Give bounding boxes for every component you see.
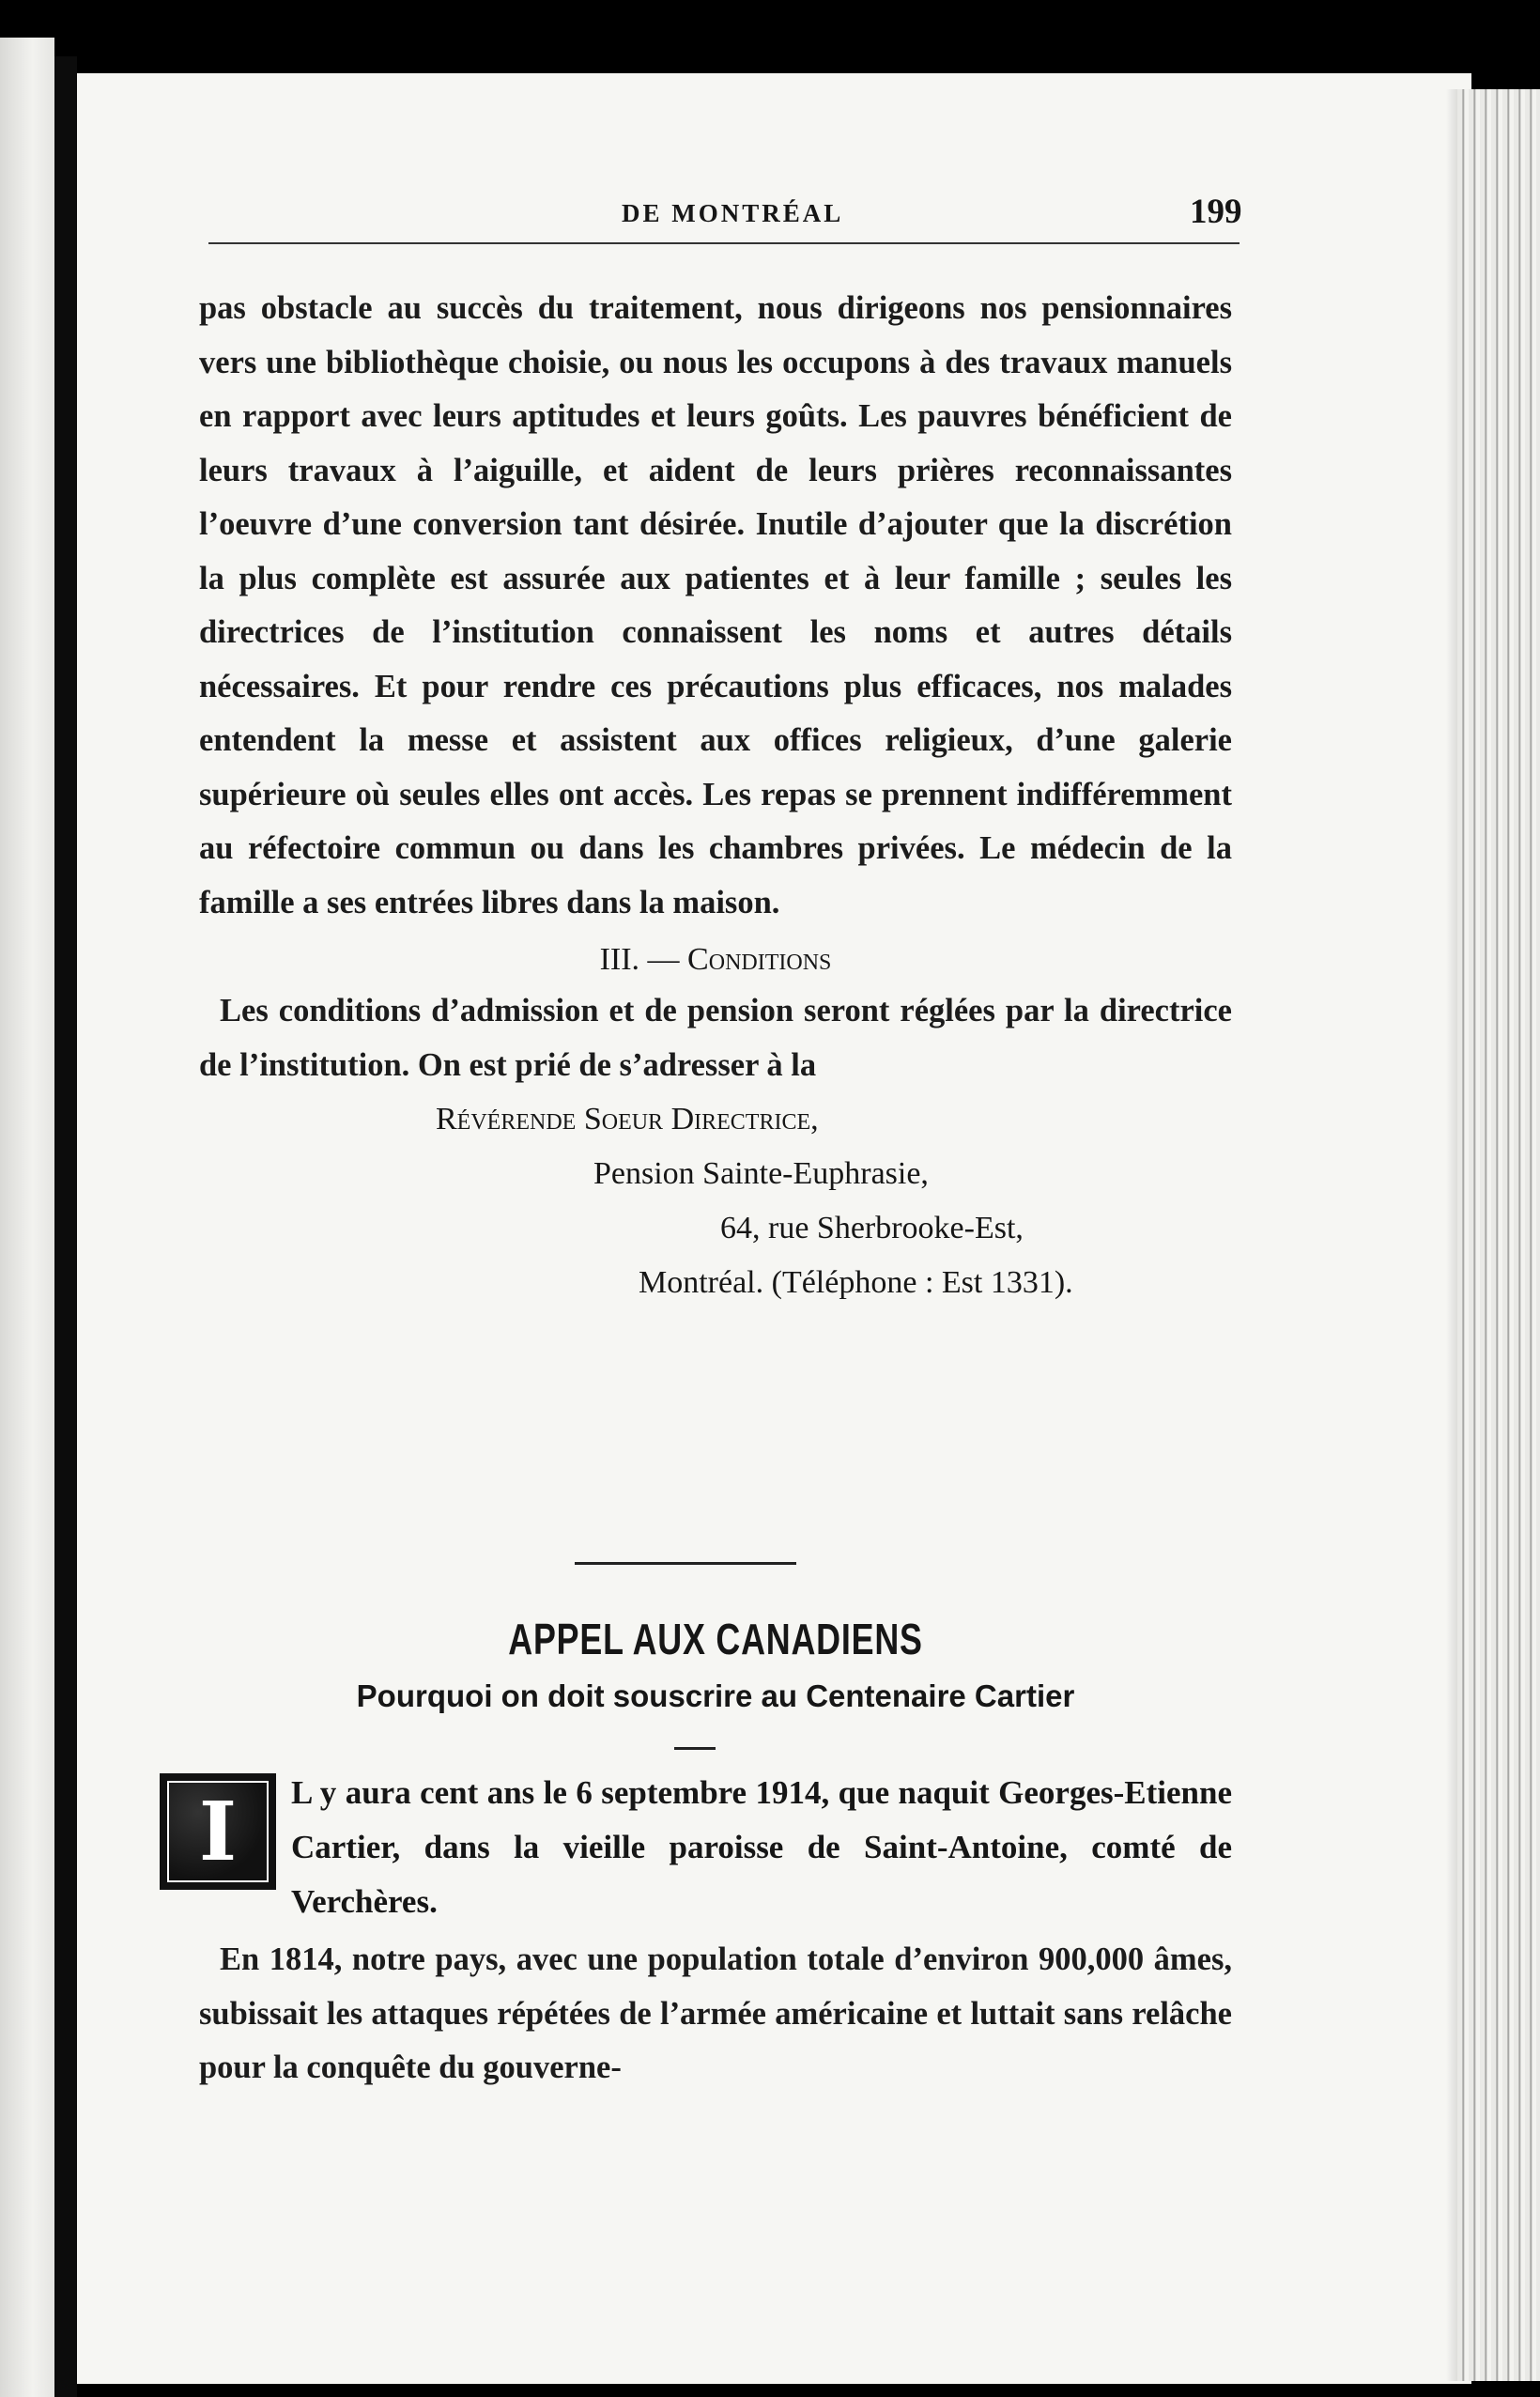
page-number: 199 bbox=[1190, 193, 1242, 231]
dropcap-letter: I bbox=[167, 1781, 269, 1882]
facing-page-edge bbox=[0, 38, 54, 2397]
address-line: Montréal. (Téléphone : Est 1331). bbox=[639, 1265, 1073, 1300]
article-title: APPEL AUX CANADIENS bbox=[508, 1615, 923, 1663]
section-heading: III. — Conditions bbox=[599, 942, 832, 977]
lead-paragraph: L y aura cent ans le 6 septembre 1914, que naquit Georges-Etienne Cartier, dans la vieille paroisse de Saint-Antoine, comté de Verchères. bbox=[291, 1774, 1232, 1920]
address-line: Pension Sainte-Euphrasie, bbox=[593, 1156, 929, 1191]
address-line: 64, rue Sherbrooke-Est, bbox=[720, 1211, 1024, 1245]
conditions-paragraph: Les conditions d’admission et de pension seront réglées par la directrice de l’institution. On est prié de s’adresser à la bbox=[199, 993, 1232, 1083]
running-head bbox=[208, 190, 1241, 246]
address-line: Révérende Soeur Directrice, bbox=[436, 1102, 819, 1137]
running-title: DE MONTRÉAL bbox=[622, 199, 844, 227]
page-body bbox=[199, 282, 1232, 1337]
ornamental-dropcap bbox=[160, 1773, 276, 1890]
page-stack-edge bbox=[1457, 89, 1540, 2381]
address-block bbox=[199, 1092, 1232, 1337]
article-paragraph: En 1814, notre pays, avec une population totale d’environ 900,000 âmes, subissait les attaques répétées de l’armée américaine et luttait sans relâche pour la conquête du gouverne- bbox=[199, 1941, 1232, 2085]
continued-paragraph: pas obstacle au succès du traitement, nous dirigeons nos pensionnaires vers une bibliothèque choisie, ou nous les occupons à des travaux manuels en rapport avec leurs aptitudes et leurs goûts. Les pauvres bénéficient de leurs travaux à l’aiguille, et aident de leurs prières reconnaissantes l’oeuvre d’une conversion tant désirée. Inutile d’ajouter que la discrétion la plus complète est assurée aux patientes et à leur famille ; seules les directrices de l’institution connaissent les noms et autres détails nécessaires. Et pour rendre ces précautions plus efficaces, nos malades entendent la messe et assistent aux offices religieux, d’une galerie supérieure où seules elles ont accès. Les repas se prennent indifféremment au réfectoire commun ou dans les chambres privées. Le médecin de la famille a ses entrées libres dans la maison. bbox=[199, 290, 1232, 920]
book-gutter bbox=[54, 56, 77, 2397]
title-rule bbox=[674, 1747, 716, 1750]
article-body bbox=[199, 1766, 1232, 2095]
section-divider bbox=[575, 1562, 796, 1565]
article-subtitle: Pourquoi on doit souscrire au Centenaire Cartier bbox=[356, 1678, 1075, 1713]
header-rule bbox=[208, 242, 1240, 244]
